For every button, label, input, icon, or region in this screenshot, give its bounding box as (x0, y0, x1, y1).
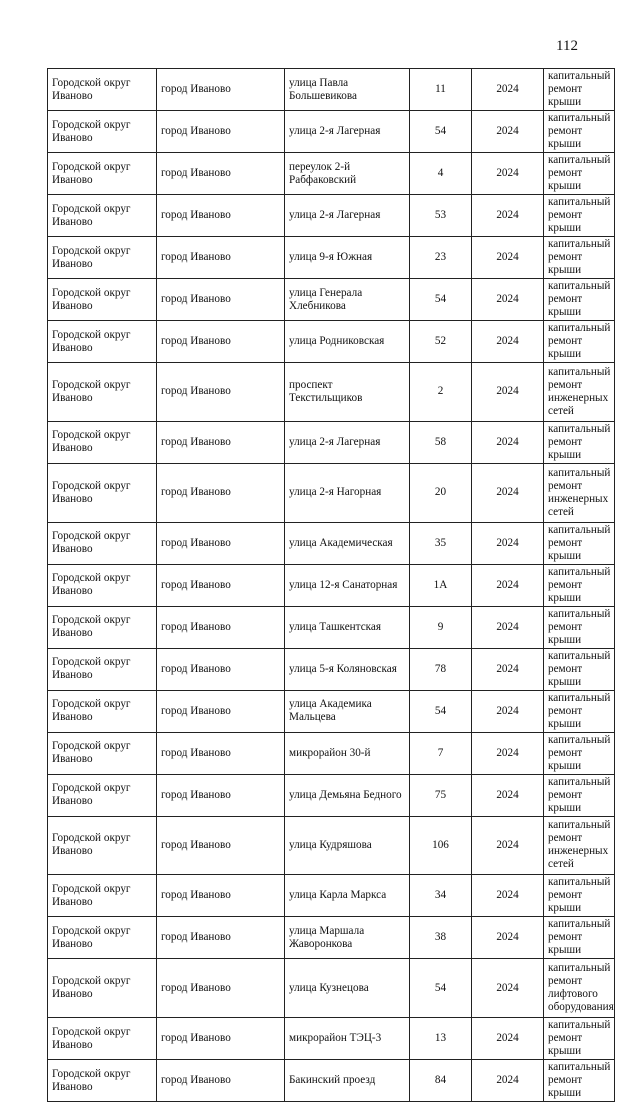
house-number-cell: 4 (410, 153, 472, 195)
municipality-cell: Городской округ Иваново (48, 690, 157, 732)
street-cell: улица Родниковская (285, 321, 410, 363)
work-type-cell: капитальный ремонт крыши (544, 564, 615, 606)
city-cell: город Иваново (157, 279, 285, 321)
table-row (48, 690, 615, 732)
city-cell: город Иваново (157, 421, 285, 463)
municipality-cell: Городской округ Иваново (48, 321, 157, 363)
house-number-cell: 54 (410, 959, 472, 1018)
street-cell: улица 5-я Коляновская (285, 648, 410, 690)
street-cell: микрорайон 30-й (285, 732, 410, 774)
city-cell: город Иваново (157, 321, 285, 363)
year-cell: 2024 (472, 279, 544, 321)
municipality-cell: Городской округ Иваново (48, 237, 157, 279)
year-cell: 2024 (472, 917, 544, 959)
work-type-cell: капитальный ремонт крыши (544, 195, 615, 237)
table-row (48, 1018, 615, 1060)
page-number: 112 (556, 38, 578, 54)
house-number-cell: 75 (410, 774, 472, 816)
municipality-cell: Городской округ Иваново (48, 816, 157, 875)
work-type-cell: капитальный ремонт инженерных сетей (544, 363, 615, 422)
work-type-cell: капитальный ремонт крыши (544, 321, 615, 363)
work-type-cell: капитальный ремонт крыши (544, 690, 615, 732)
street-cell: улица Демьяна Бедного (285, 774, 410, 816)
work-type-cell: капитальный ремонт крыши (544, 153, 615, 195)
house-number-cell: 23 (410, 237, 472, 279)
year-cell: 2024 (472, 732, 544, 774)
house-number-cell: 2 (410, 363, 472, 422)
city-cell: город Иваново (157, 69, 285, 111)
table-row (48, 237, 615, 279)
work-type-cell: капитальный ремонт крыши (544, 421, 615, 463)
street-cell: улица Генерала Хлебникова (285, 279, 410, 321)
table-row (48, 69, 615, 111)
work-type-cell: капитальный ремонт крыши (544, 732, 615, 774)
table-row (48, 463, 615, 522)
year-cell: 2024 (472, 774, 544, 816)
city-cell: город Иваново (157, 363, 285, 422)
table-row (48, 153, 615, 195)
street-cell: улица 9-я Южная (285, 237, 410, 279)
table-row (48, 1060, 615, 1102)
street-cell: улица Кузнецова (285, 959, 410, 1018)
city-cell: город Иваново (157, 153, 285, 195)
repair-schedule-table (47, 68, 615, 1102)
municipality-cell: Городской округ Иваново (48, 111, 157, 153)
work-type-cell: капитальный ремонт крыши (544, 1018, 615, 1060)
street-cell: улица Кудряшова (285, 816, 410, 875)
municipality-cell: Городской округ Иваново (48, 153, 157, 195)
house-number-cell: 53 (410, 195, 472, 237)
municipality-cell: Городской округ Иваново (48, 774, 157, 816)
municipality-cell: Городской округ Иваново (48, 363, 157, 422)
table-row (48, 421, 615, 463)
street-cell: улица Маршала Жаворонкова (285, 917, 410, 959)
table-row (48, 917, 615, 959)
street-cell: проспект Текстильщиков (285, 363, 410, 422)
year-cell: 2024 (472, 1018, 544, 1060)
city-cell: город Иваново (157, 816, 285, 875)
street-cell: переулок 2-й Рабфаковский (285, 153, 410, 195)
table-row (48, 732, 615, 774)
street-cell: микрорайон ТЭЦ-3 (285, 1018, 410, 1060)
street-cell: улица Ташкентская (285, 606, 410, 648)
municipality-cell: Городской округ Иваново (48, 522, 157, 564)
municipality-cell: Городской округ Иваново (48, 732, 157, 774)
house-number-cell: 54 (410, 279, 472, 321)
city-cell: город Иваново (157, 522, 285, 564)
work-type-cell: капитальный ремонт крыши (544, 111, 615, 153)
year-cell: 2024 (472, 522, 544, 564)
work-type-cell: капитальный ремонт инженерных сетей (544, 463, 615, 522)
city-cell: город Иваново (157, 774, 285, 816)
city-cell: город Иваново (157, 1060, 285, 1102)
municipality-cell: Городской округ Иваново (48, 606, 157, 648)
house-number-cell: 11 (410, 69, 472, 111)
table-row (48, 363, 615, 422)
work-type-cell: капитальный ремонт крыши (544, 648, 615, 690)
work-type-cell: капитальный ремонт крыши (544, 279, 615, 321)
municipality-cell: Городской округ Иваново (48, 648, 157, 690)
municipality-cell: Городской округ Иваново (48, 279, 157, 321)
year-cell: 2024 (472, 463, 544, 522)
table-row (48, 648, 615, 690)
year-cell: 2024 (472, 153, 544, 195)
municipality-cell: Городской округ Иваново (48, 1018, 157, 1060)
street-cell: улица 2-я Лагерная (285, 421, 410, 463)
table-row (48, 564, 615, 606)
city-cell: город Иваново (157, 463, 285, 522)
street-cell: Бакинский проезд (285, 1060, 410, 1102)
house-number-cell: 35 (410, 522, 472, 564)
house-number-cell: 54 (410, 111, 472, 153)
house-number-cell: 34 (410, 875, 472, 917)
city-cell: город Иваново (157, 648, 285, 690)
city-cell: город Иваново (157, 195, 285, 237)
year-cell: 2024 (472, 111, 544, 153)
street-cell: улица Академическая (285, 522, 410, 564)
table-row (48, 279, 615, 321)
house-number-cell: 78 (410, 648, 472, 690)
work-type-cell: капитальный ремонт крыши (544, 917, 615, 959)
municipality-cell: Городской округ Иваново (48, 421, 157, 463)
table-row (48, 606, 615, 648)
municipality-cell: Городской округ Иваново (48, 917, 157, 959)
street-cell: улица 2-я Лагерная (285, 111, 410, 153)
year-cell: 2024 (472, 690, 544, 732)
house-number-cell: 106 (410, 816, 472, 875)
city-cell: город Иваново (157, 917, 285, 959)
work-type-cell: капитальный ремонт крыши (544, 875, 615, 917)
municipality-cell: Городской округ Иваново (48, 195, 157, 237)
street-cell: улица 2-я Нагорная (285, 463, 410, 522)
table-row (48, 321, 615, 363)
work-type-cell: капитальный ремонт крыши (544, 69, 615, 111)
municipality-cell: Городской округ Иваново (48, 959, 157, 1018)
table-row (48, 774, 615, 816)
table-row (48, 111, 615, 153)
city-cell: город Иваново (157, 732, 285, 774)
house-number-cell: 13 (410, 1018, 472, 1060)
city-cell: город Иваново (157, 606, 285, 648)
year-cell: 2024 (472, 69, 544, 111)
street-cell: улица Павла Большевикова (285, 69, 410, 111)
house-number-cell: 52 (410, 321, 472, 363)
house-number-cell: 20 (410, 463, 472, 522)
year-cell: 2024 (472, 875, 544, 917)
street-cell: улица Академика Мальцева (285, 690, 410, 732)
table-row (48, 816, 615, 875)
work-type-cell: капитальный ремонт крыши (544, 1060, 615, 1102)
municipality-cell: Городской округ Иваново (48, 564, 157, 606)
house-number-cell: 7 (410, 732, 472, 774)
street-cell: улица 2-я Лагерная (285, 195, 410, 237)
municipality-cell: Городской округ Иваново (48, 1060, 157, 1102)
work-type-cell: капитальный ремонт крыши (544, 774, 615, 816)
work-type-cell: капитальный ремонт лифтового оборудования (544, 959, 615, 1018)
work-type-cell: капитальный ремонт крыши (544, 606, 615, 648)
table-row (48, 522, 615, 564)
year-cell: 2024 (472, 648, 544, 690)
house-number-cell: 54 (410, 690, 472, 732)
street-cell: улица Карла Маркса (285, 875, 410, 917)
municipality-cell: Городской округ Иваново (48, 463, 157, 522)
city-cell: город Иваново (157, 1018, 285, 1060)
house-number-cell: 84 (410, 1060, 472, 1102)
city-cell: город Иваново (157, 690, 285, 732)
table-row (48, 195, 615, 237)
house-number-cell: 58 (410, 421, 472, 463)
table-row (48, 875, 615, 917)
year-cell: 2024 (472, 1060, 544, 1102)
city-cell: город Иваново (157, 959, 285, 1018)
table-row (48, 959, 615, 1018)
year-cell: 2024 (472, 959, 544, 1018)
house-number-cell: 1А (410, 564, 472, 606)
year-cell: 2024 (472, 363, 544, 422)
year-cell: 2024 (472, 237, 544, 279)
city-cell: город Иваново (157, 111, 285, 153)
year-cell: 2024 (472, 195, 544, 237)
house-number-cell: 38 (410, 917, 472, 959)
city-cell: город Иваново (157, 564, 285, 606)
year-cell: 2024 (472, 606, 544, 648)
house-number-cell: 9 (410, 606, 472, 648)
work-type-cell: капитальный ремонт крыши (544, 522, 615, 564)
year-cell: 2024 (472, 564, 544, 606)
street-cell: улица 12-я Санаторная (285, 564, 410, 606)
year-cell: 2024 (472, 421, 544, 463)
municipality-cell: Городской округ Иваново (48, 875, 157, 917)
year-cell: 2024 (472, 816, 544, 875)
city-cell: город Иваново (157, 237, 285, 279)
work-type-cell: капитальный ремонт инженерных сетей (544, 816, 615, 875)
year-cell: 2024 (472, 321, 544, 363)
municipality-cell: Городской округ Иваново (48, 69, 157, 111)
city-cell: город Иваново (157, 875, 285, 917)
work-type-cell: капитальный ремонт крыши (544, 237, 615, 279)
